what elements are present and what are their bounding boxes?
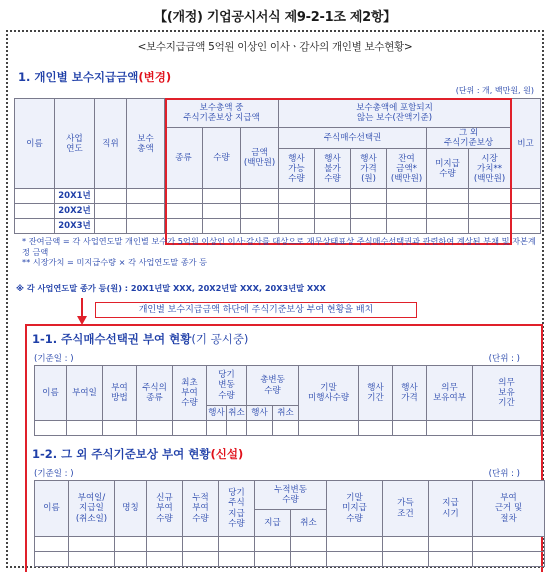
header-total-change-qty: 총변동 수량	[247, 366, 299, 406]
header-cumulative-change-qty: 누적변동 수량	[255, 481, 327, 510]
table-row	[15, 204, 541, 219]
header-group-b: 보수총액에 포함되지 않는 보수(잔액기준)	[279, 99, 511, 128]
table-row	[35, 552, 545, 567]
stock-option-grant-table	[34, 365, 541, 436]
header-market-value: 시장 가치** (백만원)	[469, 149, 511, 189]
footnote-market-value: ** 시장가치 = 미지급수량 × 각 사업연도말 종가 등	[22, 257, 208, 268]
section12-heading-text: 1-2. 그 외 주식기준보상 부여 현황	[32, 447, 211, 461]
section1-heading	[18, 69, 171, 85]
section12-heading-tag: (신설)	[210, 447, 244, 461]
header-stock-options: 주식매수선택권	[279, 128, 427, 149]
header-remarks: 비고	[511, 99, 541, 189]
header-period-change-qty: 당기 변동 수량	[207, 366, 247, 406]
header-kind: 종류	[165, 128, 203, 189]
section1-heading-tag: (변경)	[138, 70, 172, 84]
header-name: 이름	[35, 366, 67, 421]
header-cancelled: 취소	[227, 406, 247, 421]
header-cancelled: 취소	[273, 406, 299, 421]
table-row	[35, 537, 545, 552]
placement-callout: 개인별 보수지급금액 하단에 주식기준보상 부여 현황을 배치	[95, 302, 417, 318]
section11-heading-text: 1-1. 주식매수선택권 부여 현황	[32, 332, 192, 346]
other-stock-compensation-table	[34, 480, 545, 567]
year-cell: 20X2년	[55, 204, 95, 219]
header-mandatory-holding: 의무 보유여부	[427, 366, 473, 421]
section12-heading	[32, 446, 243, 462]
table-row	[35, 421, 541, 436]
header-exercised: 행사	[207, 406, 227, 421]
header-position: 직위	[95, 99, 127, 189]
header-exercise-period: 행사 기간	[359, 366, 393, 421]
section12-base-date: (기준일 : )	[34, 469, 74, 479]
form-frame	[6, 30, 544, 568]
header-unpaid-qty: 기말 미지급 수량	[327, 481, 383, 537]
footnote-balance: * 잔여금액 = 각 사업연도말 개인별 보수가 5억원 이상인 이사·감사를 대상으로 재무상태표상 주식매수선택권과 관련하여 계상된 부채 및 자본계정 금액	[22, 236, 536, 257]
header-unexercised-qty: 기말 미행사수량	[299, 366, 359, 421]
header-exercisable-qty: 행사 가능 수량	[279, 149, 315, 189]
header-exercise-price: 행사 가격 (원)	[351, 149, 387, 189]
section1-unit: (단위 : 개, 백만원, 원)	[455, 86, 534, 95]
header-initial-grant-qty: 최초 부여 수량	[173, 366, 207, 421]
year-cell: 20X3년	[55, 219, 95, 234]
header-grant-method: 부여 방법	[103, 366, 137, 421]
header-period-paid-qty: 당기 주식 지급 수량	[219, 481, 255, 537]
header-payment-timing: 지급 시기	[429, 481, 473, 537]
header-stock-type: 주식의 종류	[137, 366, 173, 421]
section11-base-date: (기준일 : )	[34, 354, 74, 364]
section1-heading-text: 1. 개인별 보수지급금액	[18, 70, 139, 84]
header-total-pay: 보수 총액	[127, 99, 165, 189]
header-unvested-qty: 미지급 수량	[427, 149, 469, 189]
header-balance-amount: 잔여 금액* (백만원)	[387, 149, 427, 189]
header-year: 사업 연도	[55, 99, 95, 189]
header-other-stock: 그 외 주식기준보상	[427, 128, 511, 149]
header-quantity: 수량	[203, 128, 241, 189]
section11-unit: (단위 : )	[488, 354, 520, 364]
header-exercise-price: 행사 가격	[393, 366, 427, 421]
footnotes	[22, 236, 536, 268]
form-title: 【(개정) 기업공시서식 제9-2-1조 제2항】	[154, 10, 396, 25]
header-grant-basis: 부여 근거 및 절차	[473, 481, 545, 537]
header-cancelled: 취소	[291, 510, 327, 537]
header-exercised: 행사	[247, 406, 273, 421]
header-grant-date: 부여일/ 지급일 (취소일)	[69, 481, 115, 537]
header-new-grant-qty: 신규 부여 수량	[147, 481, 183, 537]
down-arrow-icon	[76, 298, 88, 326]
section12-unit: (단위 : )	[488, 469, 520, 479]
header-cumulative-grant-qty: 누적 부여 수량	[183, 481, 219, 537]
pay-table	[14, 98, 541, 234]
form-subtitle: <보수지급금액 5억원 이상인 이사ㆍ감사의 개인별 보수현황>	[137, 41, 413, 53]
header-title: 명칭	[115, 481, 147, 537]
table-row	[15, 219, 541, 234]
header-vesting-conditions: 가득 조건	[383, 481, 429, 537]
closing-price-note: ※ 각 사업연도말 종가 등(원) : 20X1년말 XXX, 20X2년말 XXX, 20X3년말 XXX	[16, 283, 326, 293]
header-name: 이름	[35, 481, 69, 537]
header-mandatory-holding-period: 의무 보유 기간	[473, 366, 541, 421]
header-group-a: 보수총액 중 주식기준보상 지급액	[165, 99, 279, 128]
table-row	[15, 189, 541, 204]
header-amount: 금액 (백만원)	[241, 128, 279, 189]
header-name: 이름	[15, 99, 55, 189]
header-grant-date: 부여일	[67, 366, 103, 421]
year-cell: 20X1년	[55, 189, 95, 204]
header-paid: 지급	[255, 510, 291, 537]
section11-heading-tag: (기 공시중)	[191, 332, 249, 346]
section11-heading	[32, 331, 248, 347]
header-non-exercisable-qty: 행사 불가 수량	[315, 149, 351, 189]
